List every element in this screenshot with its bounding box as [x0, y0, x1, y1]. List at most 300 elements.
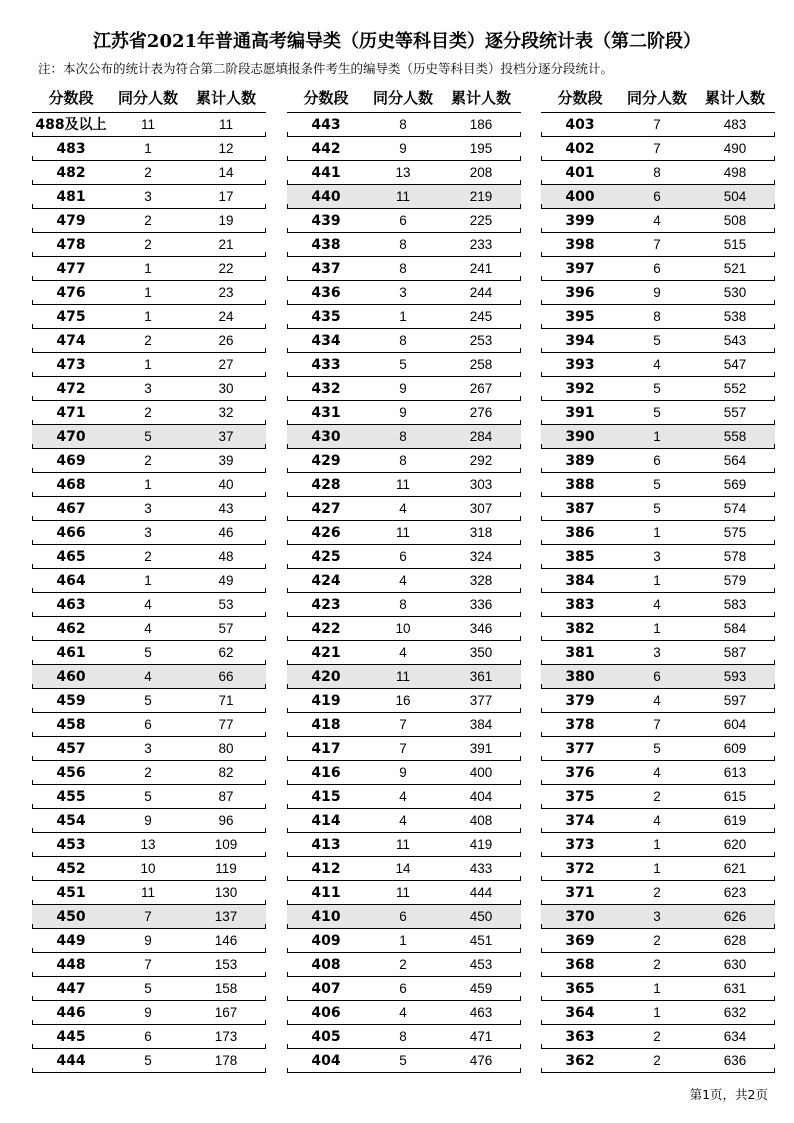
header-cumulative-count: 累计人数: [704, 89, 765, 107]
table-body: [541, 113, 775, 1073]
same-count-cell: 1: [144, 261, 152, 276]
same-count-cell: 11: [395, 525, 410, 540]
same-count-cell: 3: [653, 549, 661, 564]
score-cell: 399: [565, 213, 595, 229]
cumulative-count-cell: 623: [723, 885, 747, 900]
table-row: [287, 617, 521, 641]
table-row: [541, 641, 775, 665]
table-row: [541, 785, 775, 809]
score-cell: 468: [56, 477, 86, 493]
same-count-cell: 9: [399, 765, 407, 780]
header-score: 分数段: [303, 89, 349, 107]
same-count-cell: 6: [399, 981, 407, 996]
table-row: [541, 761, 775, 785]
score-cell: 437: [311, 261, 341, 277]
same-count-cell: 11: [395, 477, 410, 492]
table-row: [32, 353, 266, 377]
same-count-cell: 1: [653, 429, 661, 444]
cumulative-count-cell: 508: [723, 213, 747, 228]
cumulative-count-cell: 233: [469, 237, 493, 252]
header-cumulative-count: 累计人数: [450, 89, 511, 107]
table-row: [287, 1025, 521, 1049]
cumulative-count-cell: 208: [469, 165, 493, 180]
cumulative-count-cell: 490: [723, 141, 747, 156]
cumulative-count-cell: 574: [723, 501, 747, 516]
same-count-cell: 2: [653, 1053, 661, 1068]
same-count-cell: 8: [653, 165, 661, 180]
table-row: [541, 689, 775, 713]
same-count-cell: 7: [653, 717, 661, 732]
score-cell: 443: [311, 117, 341, 133]
cumulative-count-cell: 634: [723, 1029, 747, 1044]
score-cell: 375: [565, 789, 595, 805]
cumulative-count-cell: 241: [469, 261, 493, 276]
score-cell: 421: [311, 645, 341, 661]
same-count-cell: 7: [144, 909, 152, 924]
table-row: [32, 401, 266, 425]
score-cell: 473: [56, 357, 86, 373]
score-cell: 388: [565, 477, 595, 493]
table-body: [32, 113, 266, 1073]
table-row: [541, 929, 775, 953]
score-cell: 463: [56, 597, 86, 613]
score-cell: 431: [311, 405, 341, 421]
same-count-cell: 5: [653, 501, 661, 516]
score-cell: 466: [56, 525, 86, 541]
score-cell: 467: [56, 501, 86, 517]
cumulative-count-cell: 27: [218, 357, 234, 372]
score-cell: 413: [311, 837, 341, 853]
score-cell: 420: [311, 669, 341, 685]
table-row: [541, 1025, 775, 1049]
same-count-cell: 4: [399, 501, 407, 516]
cumulative-count-cell: 453: [469, 957, 493, 972]
same-count-cell: 8: [399, 333, 407, 348]
table-row: [32, 881, 266, 905]
table-row: [287, 761, 521, 785]
same-count-cell: 8: [399, 117, 407, 132]
table-row: [287, 713, 521, 737]
score-cell: 444: [56, 1053, 86, 1069]
table-row: [287, 857, 521, 881]
table-row: [287, 377, 521, 401]
score-cell: 422: [311, 621, 341, 637]
same-count-cell: 1: [399, 309, 407, 324]
cumulative-count-cell: 400: [469, 765, 493, 780]
same-count-cell: 8: [399, 429, 407, 444]
score-cell: 469: [56, 453, 86, 469]
score-cell: 409: [311, 933, 341, 949]
cumulative-count-cell: 471: [469, 1029, 493, 1044]
score-cell: 481: [56, 189, 86, 205]
same-count-cell: 4: [399, 813, 407, 828]
same-count-cell: 13: [395, 165, 411, 180]
same-count-cell: 7: [653, 237, 661, 252]
table-row: [541, 713, 775, 737]
table-row: [287, 1001, 521, 1025]
table-row: [32, 1049, 266, 1073]
same-count-cell: 9: [399, 381, 407, 396]
cumulative-count-cell: 303: [469, 477, 493, 492]
table-row: [541, 353, 775, 377]
cumulative-count-cell: 186: [469, 117, 493, 132]
cumulative-count-cell: 178: [214, 1053, 238, 1068]
same-count-cell: 9: [144, 933, 152, 948]
cumulative-count-cell: 17: [218, 189, 234, 204]
score-cell: 436: [311, 285, 341, 301]
same-count-cell: 8: [399, 261, 407, 276]
table-row: [541, 281, 775, 305]
table-row: [32, 665, 266, 689]
score-cell: 433: [311, 357, 341, 373]
score-cell: 457: [56, 741, 86, 757]
table-row: [287, 785, 521, 809]
score-cell: 386: [565, 525, 595, 541]
cumulative-count-cell: 530: [723, 285, 747, 300]
cumulative-count-cell: 30: [218, 381, 234, 396]
same-count-cell: 9: [144, 813, 152, 828]
same-count-cell: 6: [399, 909, 407, 924]
table-row: [287, 233, 521, 257]
table-row: [32, 617, 266, 641]
same-count-cell: 7: [399, 741, 407, 756]
same-count-cell: 7: [653, 117, 661, 132]
cumulative-count-cell: 225: [469, 213, 493, 228]
cumulative-count-cell: 258: [469, 357, 493, 372]
same-count-cell: 2: [144, 237, 152, 252]
score-cell: 464: [56, 573, 86, 589]
same-count-cell: 4: [399, 573, 407, 588]
same-count-cell: 6: [653, 261, 661, 276]
score-cell: 405: [311, 1029, 341, 1045]
table-row: [32, 593, 266, 617]
same-count-cell: 1: [653, 621, 661, 636]
score-cell: 451: [56, 885, 86, 901]
score-cell: 439: [311, 213, 341, 229]
same-count-cell: 3: [653, 645, 661, 660]
cumulative-count-cell: 350: [469, 645, 493, 660]
cumulative-count-cell: 515: [723, 237, 747, 252]
table-row: [287, 809, 521, 833]
same-count-cell: 1: [144, 141, 152, 156]
score-cell: 379: [565, 693, 595, 709]
table-row: [541, 977, 775, 1001]
table-row: [541, 161, 775, 185]
table-row: [541, 881, 775, 905]
table-row: [541, 137, 775, 161]
cumulative-count-cell: 57: [218, 621, 234, 636]
table-row: [32, 737, 266, 761]
table-row: [287, 473, 521, 497]
table-row: [287, 521, 521, 545]
same-count-cell: 1: [653, 837, 661, 852]
same-count-cell: 5: [653, 405, 661, 420]
table-row: [541, 1049, 775, 1073]
table-row: [541, 257, 775, 281]
table-row: [287, 977, 521, 1001]
cumulative-count-cell: 597: [723, 693, 747, 708]
same-count-cell: 3: [653, 909, 661, 924]
cumulative-count-cell: 620: [723, 837, 747, 852]
table-row: [287, 281, 521, 305]
score-cell: 398: [565, 237, 595, 253]
same-count-cell: 2: [144, 333, 152, 348]
cumulative-count-cell: 483: [723, 117, 747, 132]
table-row: [541, 305, 775, 329]
score-cell: 391: [565, 405, 595, 421]
same-count-cell: 3: [144, 501, 152, 516]
cumulative-count-cell: 336: [469, 597, 493, 612]
same-count-cell: 1: [144, 309, 152, 324]
table-row: [32, 137, 266, 161]
score-cell: 418: [311, 717, 341, 733]
score-cell: 477: [56, 261, 86, 277]
cumulative-count-cell: 547: [723, 357, 747, 372]
cumulative-count-cell: 408: [469, 813, 493, 828]
same-count-cell: 1: [144, 573, 152, 588]
table-row: [541, 425, 775, 449]
table-note: 注：本次公布的统计表为符合第二阶段志愿填报条件考生的编导类（历史等科目类）投档分逐分段统计。: [38, 61, 614, 76]
table-row: [541, 593, 775, 617]
score-cell: 446: [56, 1005, 86, 1021]
cumulative-count-cell: 307: [469, 501, 493, 516]
same-count-cell: 2: [144, 165, 152, 180]
cumulative-count-cell: 77: [218, 717, 234, 732]
table-row: [32, 833, 266, 857]
cumulative-count-cell: 569: [723, 477, 747, 492]
table-row: [541, 473, 775, 497]
same-count-cell: 5: [144, 429, 152, 444]
table-row: [541, 209, 775, 233]
score-cell: 410: [311, 909, 341, 925]
score-cell: 369: [565, 933, 595, 949]
cumulative-count-cell: 543: [723, 333, 747, 348]
score-cell: 461: [56, 645, 86, 661]
cumulative-count-cell: 346: [469, 621, 493, 636]
score-cell: 423: [311, 597, 341, 613]
table-row: [32, 977, 266, 1001]
score-cell: 382: [565, 621, 595, 637]
cumulative-count-cell: 37: [218, 429, 234, 444]
table-row: [541, 857, 775, 881]
score-cell: 384: [565, 573, 595, 589]
table-row: [287, 593, 521, 617]
cumulative-count-cell: 66: [218, 669, 234, 684]
cumulative-count-cell: 80: [218, 741, 234, 756]
score-cell: 364: [565, 1005, 595, 1021]
score-cell: 373: [565, 837, 595, 853]
same-count-cell: 16: [395, 693, 411, 708]
table-row: [287, 401, 521, 425]
same-count-cell: 5: [653, 477, 661, 492]
score-cell: 479: [56, 213, 86, 229]
same-count-cell: 1: [653, 981, 661, 996]
cumulative-count-cell: 39: [218, 453, 234, 468]
cumulative-count-cell: 284: [469, 429, 493, 444]
score-cell: 459: [56, 693, 86, 709]
same-count-cell: 5: [144, 981, 152, 996]
cumulative-count-cell: 43: [218, 501, 234, 516]
cumulative-count-cell: 419: [469, 837, 493, 852]
table-row: [32, 1025, 266, 1049]
table-row: [32, 497, 266, 521]
score-cell: 387: [565, 501, 595, 517]
table-row: [287, 257, 521, 281]
same-count-cell: 1: [144, 477, 152, 492]
score-cell: 435: [311, 309, 341, 325]
score-cell: 427: [311, 501, 341, 517]
score-cell: 371: [565, 885, 595, 901]
same-count-cell: 7: [144, 957, 152, 972]
table-row: [287, 833, 521, 857]
table-row: [287, 137, 521, 161]
score-cell: 401: [565, 165, 595, 181]
cumulative-count-cell: 404: [469, 789, 493, 804]
same-count-cell: 6: [653, 669, 661, 684]
same-count-cell: 11: [140, 117, 155, 132]
same-count-cell: 2: [653, 957, 661, 972]
table-row: [32, 905, 266, 929]
cumulative-count-cell: 552: [723, 381, 747, 396]
cumulative-count-cell: 48: [218, 549, 234, 564]
table-row: [32, 305, 266, 329]
table-row: [32, 857, 266, 881]
same-count-cell: 1: [399, 933, 407, 948]
cumulative-count-cell: 604: [723, 717, 747, 732]
table-row: [32, 761, 266, 785]
cumulative-count-cell: 632: [723, 1005, 747, 1020]
cumulative-count-cell: 615: [723, 789, 747, 804]
same-count-cell: 3: [144, 741, 152, 756]
same-count-cell: 13: [140, 837, 156, 852]
score-cell: 453: [56, 837, 86, 853]
same-count-cell: 5: [653, 741, 661, 756]
same-count-cell: 1: [144, 285, 152, 300]
table-row: [541, 617, 775, 641]
score-cell: 462: [56, 621, 86, 637]
cumulative-count-cell: 195: [469, 141, 493, 156]
score-cell: 404: [311, 1053, 341, 1069]
same-count-cell: 3: [144, 189, 152, 204]
same-count-cell: 6: [399, 549, 407, 564]
cumulative-count-cell: 558: [723, 429, 747, 444]
score-cell: 365: [565, 981, 595, 997]
same-count-cell: 4: [653, 813, 661, 828]
cumulative-count-cell: 26: [218, 333, 234, 348]
table-row: [287, 305, 521, 329]
table-header: [287, 84, 521, 113]
score-cell: 432: [311, 381, 341, 397]
cumulative-count-cell: 276: [469, 405, 493, 420]
table-row: [32, 449, 266, 473]
same-count-cell: 5: [144, 693, 152, 708]
score-cell: 403: [565, 117, 595, 133]
score-cell: 407: [311, 981, 341, 997]
cumulative-count-cell: 109: [214, 837, 238, 852]
score-cell: 474: [56, 333, 86, 349]
same-count-cell: 4: [653, 693, 661, 708]
score-cell: 442: [311, 141, 341, 157]
score-cell: 377: [565, 741, 595, 757]
score-table-column-2: [287, 84, 521, 1073]
table-row: [32, 473, 266, 497]
table-row: [287, 953, 521, 977]
same-count-cell: 2: [144, 549, 152, 564]
table-row: [287, 449, 521, 473]
score-cell: 472: [56, 381, 86, 397]
same-count-cell: 6: [144, 717, 152, 732]
table-row: [287, 1049, 521, 1073]
score-cell: 452: [56, 861, 86, 877]
cumulative-count-cell: 459: [469, 981, 493, 996]
table-row: [32, 569, 266, 593]
cumulative-count-cell: 377: [469, 693, 493, 708]
cumulative-count-cell: 444: [469, 885, 493, 900]
score-cell: 396: [565, 285, 595, 301]
score-cell: 412: [311, 861, 341, 877]
same-count-cell: 5: [653, 333, 661, 348]
same-count-cell: 4: [144, 669, 152, 684]
score-cell: 389: [565, 453, 595, 469]
same-count-cell: 8: [653, 309, 661, 324]
table-row: [32, 545, 266, 569]
cumulative-count-cell: 584: [723, 621, 747, 636]
score-cell: 362: [565, 1053, 595, 1069]
table-row: [541, 737, 775, 761]
header-score: 分数段: [48, 89, 94, 107]
score-cell: 482: [56, 165, 86, 181]
same-count-cell: 7: [653, 141, 661, 156]
score-cell: 438: [311, 237, 341, 253]
table-row: [32, 689, 266, 713]
same-count-cell: 5: [144, 1053, 152, 1068]
score-cell: 416: [311, 765, 341, 781]
score-cell: 393: [565, 357, 595, 373]
same-count-cell: 9: [399, 141, 407, 156]
same-count-cell: 1: [144, 357, 152, 372]
table-row: [287, 545, 521, 569]
cumulative-count-cell: 631: [723, 981, 747, 996]
score-cell: 441: [311, 165, 341, 181]
cumulative-count-cell: 328: [469, 573, 493, 588]
table-row: [541, 569, 775, 593]
cumulative-count-cell: 575: [723, 525, 747, 540]
table-row: [32, 281, 266, 305]
cumulative-count-cell: 391: [469, 741, 493, 756]
cumulative-count-cell: 476: [469, 1053, 493, 1068]
score-cell: 425: [311, 549, 341, 565]
same-count-cell: 14: [395, 861, 411, 876]
table-row: [541, 1001, 775, 1025]
same-count-cell: 5: [399, 357, 407, 372]
score-cell: 447: [56, 981, 86, 997]
score-cell: 458: [56, 717, 86, 733]
same-count-cell: 2: [653, 789, 661, 804]
table-row: [32, 641, 266, 665]
same-count-cell: 4: [653, 213, 661, 228]
same-count-cell: 1: [653, 861, 661, 876]
cumulative-count-cell: 32: [218, 405, 234, 420]
table-row: [541, 113, 775, 137]
same-count-cell: 3: [144, 525, 152, 540]
same-count-cell: 4: [653, 357, 661, 372]
cumulative-count-cell: 153: [214, 957, 238, 972]
cumulative-count-cell: 119: [215, 861, 237, 876]
same-count-cell: 6: [653, 189, 661, 204]
cumulative-count-cell: 146: [214, 933, 238, 948]
cumulative-count-cell: 630: [723, 957, 747, 972]
cumulative-count-cell: 71: [218, 693, 234, 708]
